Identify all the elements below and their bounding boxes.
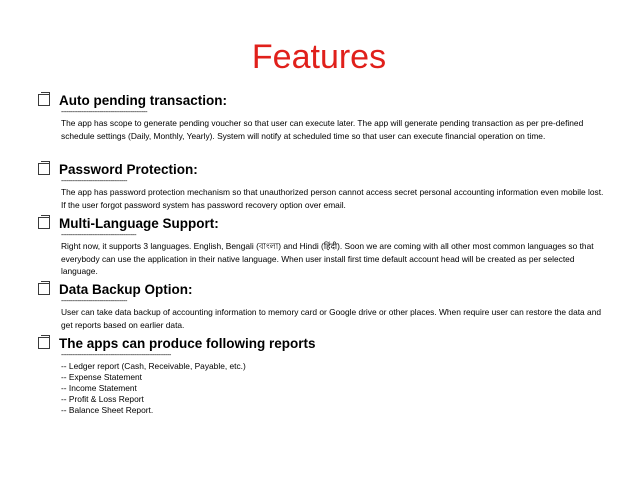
section-heading: Auto pending transaction: — [59, 92, 227, 108]
heading-underline: ----------------------------------------- — [61, 232, 137, 239]
report-list — [38, 361, 608, 416]
section-multi-language — [38, 214, 608, 278]
list-item: -- Expense Statement — [61, 372, 142, 382]
section-text: Right now, it supports 3 languages. English, Bengali (বাংলা) and Hindi (हिंदी). Soon we are coming with all other most common languages so that everybody can use the application in their native language. When user install first time default account head will be created as per selected language. — [61, 241, 594, 276]
section-heading: The apps can produce following reports — [59, 335, 316, 351]
section-auto-pending — [38, 91, 608, 142]
section-password — [38, 160, 608, 211]
checkbox-bullet-icon — [38, 337, 50, 349]
checkbox-bullet-icon — [38, 283, 50, 295]
checkbox-bullet-icon — [38, 163, 50, 175]
list-item: -- Ledger report (Cash, Receivable, Payable, etc.) — [61, 361, 246, 371]
section-heading: Password Protection: — [59, 161, 198, 177]
heading-underline: ------------------------------------ — [61, 178, 127, 185]
section-text: The app has password protection mechanism so that unauthorized person cannot access secret personal accounting information even mobile lost. If the user forgot password system has password recovery option over email. — [61, 187, 604, 210]
section-data-backup — [38, 280, 608, 331]
list-item: -- Profit & Loss Report — [61, 394, 144, 404]
page-title: Features — [251, 38, 387, 76]
checkbox-bullet-icon — [38, 217, 50, 229]
section-reports — [38, 334, 608, 416]
heading-underline: ----------------------------------------------- — [61, 109, 148, 116]
section-heading: Data Backup Option: — [59, 281, 193, 297]
heading-underline: ------------------------------------ — [61, 298, 127, 305]
section-heading: Multi-Language Support: — [59, 215, 219, 231]
checkbox-bullet-icon — [38, 94, 50, 106]
section-text: User can take data backup of accounting information to memory card or Google drive or other places. When require user can restore the data and get reports based on earlier data. — [61, 307, 602, 330]
list-item: -- Income Statement — [61, 383, 137, 393]
section-text: The app has scope to generate pending voucher so that user can execute later. The app will generate pending transaction as per pre-defined schedule settings (Daily, Monthly, Yearly). System will notify at scheduled time so that user can execute financial operation on time. — [61, 118, 584, 141]
heading-underline: ------------------------------------------------------------ — [61, 352, 171, 359]
list-item: -- Balance Sheet Report. — [61, 405, 154, 415]
